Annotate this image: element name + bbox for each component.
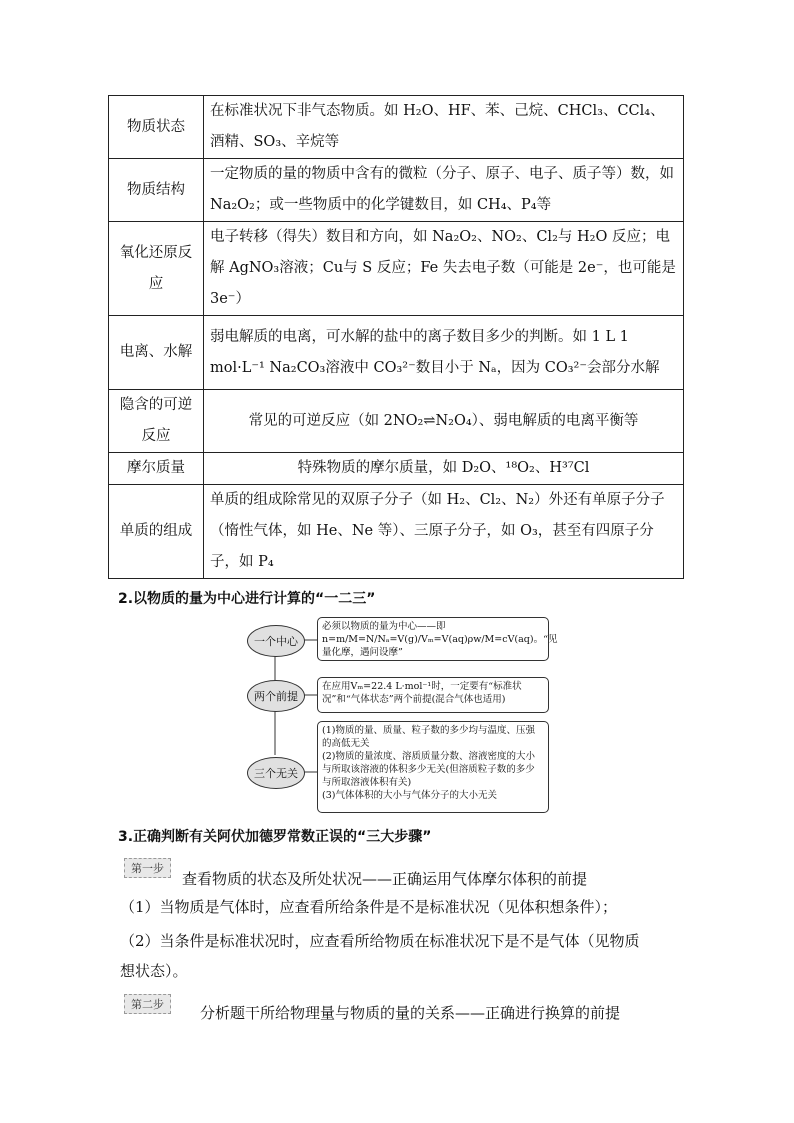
row-key: 电离、水解 — [109, 316, 204, 390]
box-premise: 在应用Vₘ=22.4 L·mol⁻¹时，一定要有“标准状况”和“气体状态”两个前提(混合气体也适用) — [317, 677, 549, 713]
row-key: 物质状态 — [109, 96, 204, 159]
box-center: 必须以物质的量为中心——即n=m/M=N/Nₐ=V(g)/Vₘ=V(aq)ρw/M=cV(aq)。“见量化摩，遇问设摩” — [317, 617, 549, 661]
table-row — [109, 316, 684, 390]
step1-badge: 第一步 — [124, 858, 171, 878]
row-value: 特殊物质的摩尔质量，如 D₂O、¹⁸O₂、H³⁷Cl — [204, 453, 684, 485]
box-unrelated — [317, 721, 549, 813]
node-premise: 两个前提 — [247, 680, 305, 712]
row-value: 在标准状况下非气态物质。如 H₂O、HF、苯、己烷、CHCl₃、CCl₄、酒精、SO₃、辛烷等 — [204, 96, 684, 159]
mind-map — [245, 615, 558, 815]
row-key: 单质的组成 — [109, 485, 204, 579]
row-key: 隐含的可逆反应 — [109, 390, 204, 453]
unrelated-item: (2)物质的量浓度、溶质质量分数、溶液密度的大小与所取该溶液的体积多少无关(但溶质粒子数的多少与所取溶液体积有关) — [322, 751, 535, 788]
step1-paragraph-2a: （2）当条件是标准状况时，应查看所给物质在标准状况下是不是气体（见物质 — [120, 932, 640, 950]
step1-paragraph-2b: 想状态）。 — [120, 962, 188, 980]
unrelated-item: (3)气体体积的大小与气体分子的大小无关 — [322, 790, 497, 801]
section-2-title: 2.以物质的量为中心进行计算的“一二三” — [118, 591, 376, 607]
row-value: 常见的可逆反应（如 2NO₂⇌N₂O₄）、弱电解质的电离平衡等 — [204, 390, 684, 453]
row-value: 电子转移（得失）数目和方向，如 Na₂O₂、NO₂、Cl₂与 H₂O 反应；电解 AgNO₃溶液；Cu与 S 反应；Fe 失去电子数（可能是 2e⁻，也可能是 3e⁻） — [204, 222, 684, 316]
table-row — [109, 485, 684, 579]
row-value: 一定物质的量的物质中含有的微粒（分子、原子、电子、质子等）数，如 Na₂O₂；或一些物质中的化学键数目，如 CH₄、P₄等 — [204, 159, 684, 222]
knowledge-table — [108, 95, 684, 579]
row-key: 氧化还原反应 — [109, 222, 204, 316]
table-row — [109, 222, 684, 316]
row-key: 物质结构 — [109, 159, 204, 222]
section-3-title: 3.正确判断有关阿伏加德罗常数正误的“三大步骤” — [118, 829, 432, 845]
step2-heading: 分析题干所给物理量与物质的量的关系——正确进行换算的前提 — [200, 1004, 621, 1022]
step1-heading: 查看物质的状态及所处状况——正确运用气体摩尔体积的前提 — [182, 870, 588, 888]
row-key: 摩尔质量 — [109, 453, 204, 485]
step2-badge: 第二步 — [124, 994, 171, 1014]
node-center: 一个中心 — [247, 625, 305, 657]
unrelated-item: (1)物质的量、质量、粒子数的多少均与温度、压强的高低无关 — [322, 725, 535, 749]
table-row — [109, 159, 684, 222]
step1-paragraph-1: （1）当物质是气体时，应查看所给条件是不是标准状况（见体积想条件）； — [120, 898, 618, 916]
table-row — [109, 390, 684, 453]
node-unrelated: 三个无关 — [247, 757, 305, 789]
row-value: 弱电解质的电离，可水解的盐中的离子数目多少的判断。如 1 L 1 mol·L⁻¹ Na₂CO₃溶液中 CO₃²⁻数目小于 Nₐ，因为 CO₃²⁻会部分水解 — [204, 316, 684, 390]
row-value: 单质的组成除常见的双原子分子（如 H₂、Cl₂、N₂）外还有单原子分子（惰性气体，如 He、Ne 等）、三原子分子，如 O₃，甚至有四原子分子，如 P₄ — [204, 485, 684, 579]
table-row — [109, 96, 684, 159]
table-row — [109, 453, 684, 485]
